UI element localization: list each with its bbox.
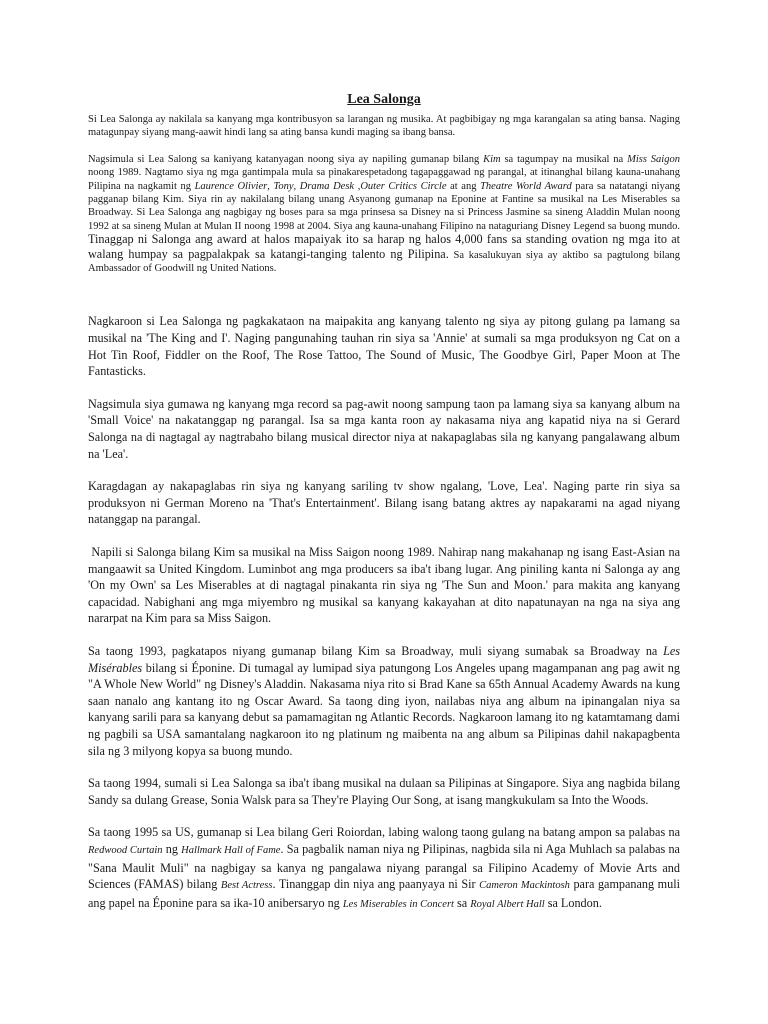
body-paragraph: Napili si Salonga bilang Kim sa musikal na Miss Saigon noong 1989. Nahirap nang makahanap ng isang East-Asian na mangaawit sa United Kingdom. Luminbot ang mga producers sa iba't ibang lugar. Ang piniling kanta ni Salonga ay ang 'On my Own' sa Les Miserables at di nagtagal pinakanta rin siya ng 'The Sun and Moon.' para makita ang kanyang capacidad. Nabighani ang mga miyembro ng musikal sa kanyang kakayahan at dito napatunayan na nga na siya ang nararpat na Kim para sa Miss Saigon. — [88, 545, 684, 626]
italic-title-hallmark: Hallmark Hall of Fame — [181, 844, 281, 856]
text-run: sa — [453, 895, 471, 910]
text-run: , — [293, 180, 300, 192]
text-run: Nagsimula si Lea Salong sa kaniyang katanyagan noong siya ay napiling gumanap bilang — [88, 153, 484, 165]
body-paragraph: Nagkaroon si Lea Salonga ng pagkakataon na maipakita ang kanyang talento ng siya ay pitong gulang pa lamang sa musikal na 'The King and I'. Naging pangunahing tauhan rin siya sa 'Annie' at sumali sa mga produksyon ng Cat on a Hot Tin Roof, Fiddler on the Roof, The Rose Tattoo, The Sound of Music, The Goodbye Girl, Paper Moon at The Fantasticks. — [88, 314, 680, 379]
page-title: Lea Salonga — [347, 92, 421, 107]
italic-role-kim: Kim — [483, 153, 501, 165]
text-run: Sa kasalukuyan siya ay aktibo sa pagtulong bilang Ambassador of Goodwill ng United Nations. — [88, 249, 681, 275]
body-paragraph — [88, 824, 680, 913]
larger-text-run: Tinaggap ni Salonga ang award at halos mapaiyak ito sa harap ng halos 4,000 fans sa standing ovation ng mga ito at walang humpay sa pagpalakpak sa katangi-tanging talento ng Pilipina. — [88, 232, 680, 261]
text-run: , — [267, 180, 274, 192]
italic-title-redwood-curtain: Redwood Curtain — [88, 844, 163, 856]
text-run: sa tagumpay na musikal na — [500, 153, 628, 165]
text-run: at ang — [446, 180, 481, 192]
italic-venue-royal-albert: Royal Albert Hall — [470, 898, 545, 910]
document-page — [88, 92, 684, 913]
italic-title-les-miserables: Les Misérables — [88, 643, 680, 675]
text-run: , — [354, 180, 361, 192]
italic-award-outer-critics: Outer Critics Circle — [360, 180, 447, 192]
body-paragraph: Sa taong 1994, sumali si Lea Salonga sa iba't ibang musikal na dulaan sa Pilipinas at Singapore. Siya ang nagbida bilang Sandy sa dulang Grease, Sonia Walsk para sa They're Playing Our Song, at isang mangkukulam sa Into the Woods. — [88, 776, 680, 807]
italic-award-drama-desk: Drama Desk — [299, 180, 355, 192]
italic-title-miss-saigon: Miss Saigon — [627, 153, 680, 165]
text-run: . Sa pagbalik naman niya ng Pilipinas, nagbida sila ni Aga Muhlach sa palabas na "Sana Maulit Muli" na nagbigay sa kanya ng pangalawa niyang parangal sa Filipino Academy of Movie Arts and Sciences (FAMAS) bilang — [88, 841, 680, 892]
text-run: . Tinanggap din niya ang paanyaya ni Sir — [272, 877, 480, 892]
intro-paragraph: Si Lea Salonga ay nakilala sa kanyang mga kontribusyon sa larangan ng musika. At pagbibigay ng mga karangalan sa ating bansa. Naging matagunpay siyang mang-aawit hindi lang sa ating bansa kundi maging sa ibang bansa. — [88, 114, 680, 139]
text-run: Sa taong 1995 sa US, gumanap si Lea bilang Geri Roiordan, labing walong taong gulang na batang ampon sa palabas na — [88, 825, 680, 840]
text-run: noong 1989. Nagtamo siya ng mga gantimpala mula sa pinakarespetadong tagapaggawad ng parangal, at itinanghal bilang kauna-unahang Pilipina na nagkamit ng — [88, 167, 680, 192]
text-run: sa London. — [544, 895, 602, 910]
body-paragraph: Karagdagan ay nakapaglabas rin siya ng kanyang sariling tv show ngalang, 'Love, Lea'. Naging parte rin siya sa produksyon ni German Moreno na 'That's Entertainment'. Bilang isang batang aktres ay napakarami na agad niyang natanggap na parangal. — [88, 479, 680, 527]
italic-title-les-mis-concert: Les Miserables in Concert — [342, 898, 454, 910]
italic-award-best-actress: Best Actress — [220, 880, 273, 892]
text-run: para sa natatangi niyang pagganap bilang Kim. Siya rin ay nakilalang bilang unang Asyanong gumanap na Eponine at Fantine sa musikal na Les Miserables sa Broadway. Si Lea Salonga ang nagbigay ng boses para sa mga prinsesa sa Disney na si Princess Jasmine sa sineng Aladdin Mulan noong 1992 at sa sineng Mulan at Mulan II noong 1998 at 2004. Siya ang kauna-unahang Filipino na nataguriang Disney Legend sa buong mundo. — [88, 180, 681, 232]
text-run: bilang si Éponine. Di tumagal ay lumipad siya patungong Los Angeles upang magampanan ang pag awit ng "A Whole New World" ng Disney's Aladdin. Nakasama niya rito si Brad Kane sa 65th Annual Academy Awards na kung saan nanalo ang kantang ito ng Oscar Award. Sa taong ding iyon, nailabas niya ang album na ipinangalan niya sa kanyang sarili para sa kanyang debut sa pamamagitan ng Atlantic Records. Nagkaroon lamang ito ng katamtamang dami ng pagbili sa USA samantalang nagkaroon ito ng platinum ng maibenta na ang album sa Pilipinas dahil nakapagbenta sila ng 3 milyong kopya sa buong mundo. — [88, 660, 680, 758]
body-paragraph: Nagsimula siya gumawa ng kanyang mga record sa pag-awit noong sampung taon pa lamang siya sa kanyang album na 'Small Voice' na nakatanggap ng parangal. Isa sa mga kanta roon ay nakasama niya ang kapatid niya na si Gerard Salonga na di nagtagal ay nagtrabaho bilang musical director niya at nakapaglabas sila ng kanyang pangalawang album na 'Lea'. — [88, 396, 680, 461]
text-run: para gampanang muli ang papel na Éponine para sa ika-10 anibersaryo ng — [88, 877, 680, 910]
body-paragraph — [88, 643, 680, 759]
career-summary-paragraph — [88, 153, 680, 276]
italic-award-theatre-world: Theatre World Award — [480, 180, 572, 192]
italic-name-mackintosh: Cameron Mackintosh — [479, 880, 570, 892]
text-run: ng — [162, 841, 182, 856]
italic-award-tony: Tony — [273, 180, 294, 192]
italic-award-olivier: Laurence Olivier — [194, 180, 268, 192]
text-run: Sa taong 1993, pagkatapos niyang gumanap bilang Kim sa Broadway, muli siyang sumabak sa Broadway na — [88, 643, 664, 658]
